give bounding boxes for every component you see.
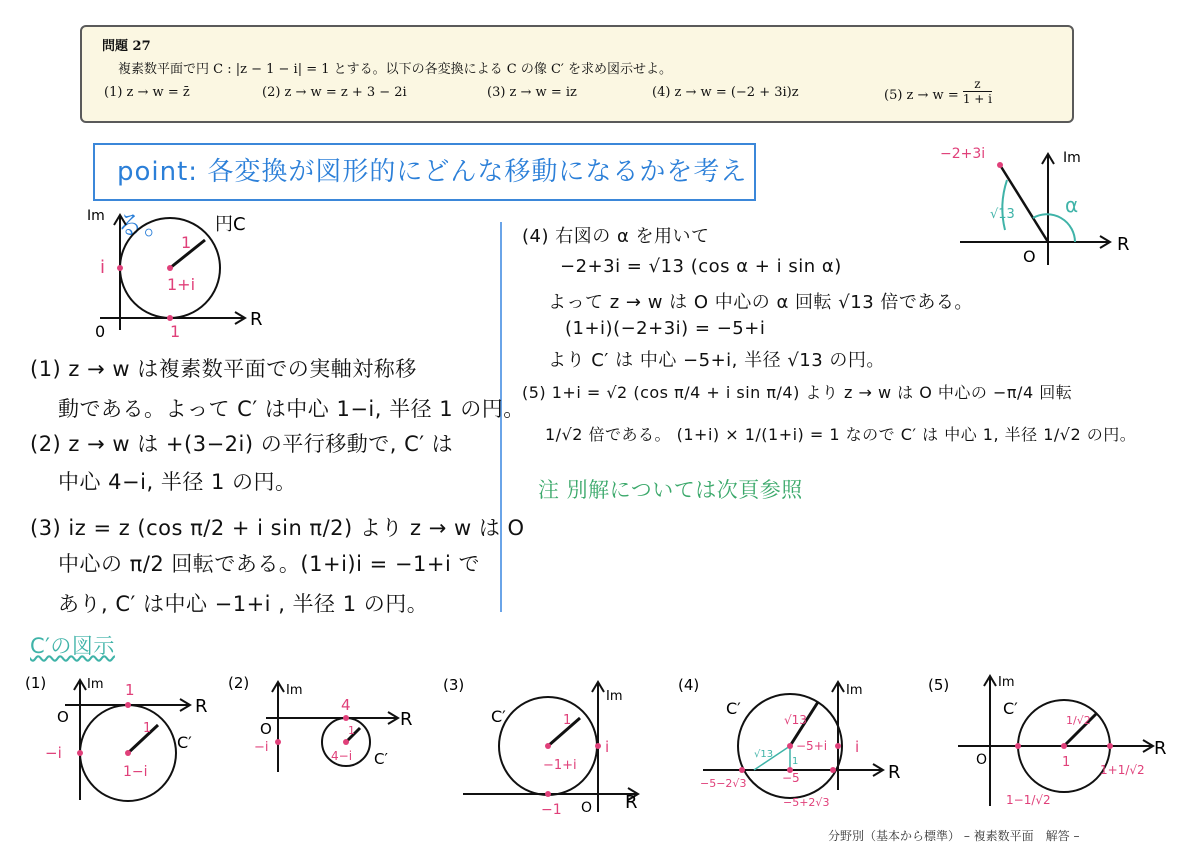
- f5-left: 1−1/√2: [1006, 793, 1051, 807]
- problem-item-5-frac: [963, 77, 992, 106]
- figure-1: [25, 670, 225, 810]
- f4-im: Im: [846, 683, 863, 698]
- page-footer: 分野別（基本から標準） – 複素数平面 解答 –: [828, 829, 1080, 843]
- f4-center: −5+i: [796, 739, 828, 753]
- f5-c: C′: [1003, 699, 1018, 718]
- problem-item-1: (1) z → w = z̄: [104, 85, 190, 100]
- alpha-label: α: [1065, 193, 1079, 217]
- f2-r: 1: [348, 724, 355, 737]
- f4-left: −5−2√3: [700, 777, 747, 790]
- right-line-2: −2+3i = √13 (cos α + i sin α): [560, 256, 842, 277]
- f4-i: i: [855, 738, 860, 756]
- right-line-7: 1/√2 倍である。 (1+i) × 1/(1+i) = 1 なので C′ は 中心 1, 半径 1/√2 の円。: [545, 425, 1137, 444]
- f2-re: R: [400, 709, 413, 730]
- f2-center: 4−i: [331, 749, 353, 763]
- f4-label: (4): [678, 676, 700, 694]
- f2-neg-i: −i: [254, 740, 269, 755]
- f3-re: R: [625, 792, 638, 813]
- right-line-3: よって z → w は O 中心の α 回転 √13 倍である。: [548, 292, 973, 313]
- one-label: 1: [170, 322, 181, 340]
- f1-im: Im: [87, 677, 104, 692]
- problem-item-2: (2) z → w = z + 3 − 2i: [262, 85, 407, 100]
- problem-statement: 複素数平面で円 C : |z − 1 − i| = 1 とする。以下の各変換による C の像 C′ を求め図示せよ。: [118, 62, 673, 77]
- f5-one: 1: [1062, 755, 1071, 770]
- f2-c: C′: [374, 750, 388, 768]
- figure-4: [678, 672, 913, 817]
- axis-re-label: R: [250, 309, 263, 330]
- problem-item-4: (4) z → w = (−2 + 3i)z: [652, 85, 799, 100]
- center-dot: [167, 265, 173, 271]
- f5-r: 1/√2: [1066, 714, 1091, 727]
- point-box: point: 各変換が図形的にどんな移動になるかを考える。: [93, 143, 756, 201]
- left-line-2: 動である。よって C′ は中心 1−i, 半径 1 の円。: [58, 397, 525, 421]
- right-line-1: (4) 右図の α を用いて: [522, 226, 710, 247]
- figure-5: [928, 666, 1168, 816]
- f4-c: C′: [726, 699, 741, 718]
- f4-re: R: [888, 762, 901, 783]
- left-line-6: 中心の π/2 回転である。(1+i)i = −1+i で: [58, 552, 480, 576]
- left-line-4: 中心 4−i, 半径 1 の円。: [58, 470, 297, 494]
- f3-im: Im: [606, 689, 623, 704]
- right-line-4: (1+i)(−2+3i) = −5+i: [565, 318, 766, 339]
- f1-center: 1−i: [123, 764, 148, 780]
- f3-o: O: [581, 800, 593, 816]
- alpha-point-label: −2+3i: [940, 146, 986, 162]
- f1-label: (1): [25, 674, 47, 692]
- center-label: 1+i: [167, 275, 196, 294]
- alpha-re-label: R: [1117, 234, 1130, 255]
- f5-o: O: [976, 752, 988, 768]
- section-title: C′の図示: [30, 634, 115, 658]
- f2-im: Im: [286, 683, 303, 698]
- left-line-3: (2) z → w は +(3−2i) の平行移動で, C′ は: [30, 432, 454, 456]
- f5-im: Im: [998, 675, 1015, 690]
- figure-2: [228, 672, 418, 782]
- f5-re: R: [1154, 738, 1167, 759]
- left-line-7: あり, C′ は中心 −1+i , 半径 1 の円。: [58, 592, 429, 616]
- f2-label: (2): [228, 674, 250, 692]
- f3-center: −1+i: [543, 758, 577, 773]
- right-line-6: (5) 1+i = √2 (cos π/4 + i sin π/4) より z → w は O 中心の −π/4 回転: [522, 383, 1073, 402]
- f4-m5: −5: [782, 771, 800, 785]
- f4-r: √13: [784, 713, 807, 727]
- f3-c: C′: [491, 707, 506, 726]
- f4-right: −5+2√3: [783, 796, 830, 809]
- axis-im-label: Im: [87, 208, 105, 224]
- f5-right: 1+1/√2: [1100, 763, 1145, 777]
- left-line-1: (1) z → w は複素数平面での実軸対称移: [30, 357, 417, 381]
- f1-c: C′: [177, 733, 192, 752]
- f3-label: (3): [443, 676, 465, 694]
- problem-title: 問題 27: [102, 39, 151, 54]
- f2-top: 4: [341, 696, 351, 714]
- problem-item-5-lhs: (5) z → w =: [884, 88, 959, 103]
- circle-c-label: 円C: [215, 214, 246, 235]
- f1-r: 1: [143, 721, 152, 736]
- frac-numerator: z: [963, 77, 992, 92]
- diagram-alpha: [935, 140, 1135, 270]
- f2-o: O: [260, 720, 272, 738]
- right-line-5: より C′ は 中心 −5+i, 半径 √13 の円。: [548, 350, 885, 371]
- f3-bottom: −1: [541, 802, 562, 817]
- f1-o: O: [57, 708, 69, 726]
- f5-label: (5): [928, 676, 950, 694]
- diagram-circle-c: [85, 205, 265, 340]
- problem-items: [102, 77, 1052, 115]
- i-label: i: [100, 257, 106, 278]
- alpha-im-label: Im: [1063, 150, 1081, 166]
- origin-label: 0: [95, 322, 106, 340]
- f4-one: 1: [792, 756, 799, 767]
- f1-neg-i: −i: [45, 744, 62, 762]
- frac-denominator: 1 + i: [962, 92, 993, 106]
- alpha-sqrt13-label: √13: [990, 207, 1015, 222]
- f3-r: 1: [563, 713, 572, 728]
- figure-3: [443, 672, 648, 817]
- problem-item-3: (3) z → w = iz: [487, 85, 577, 100]
- alpha-origin-label: O: [1023, 247, 1036, 266]
- problem-box: [80, 25, 1074, 123]
- f1-top: 1: [125, 681, 135, 699]
- problem-item-5: [884, 77, 993, 106]
- left-line-5: (3) iz = z (cos π/2 + i sin π/2) より z → w は O: [30, 516, 525, 540]
- f4-r2: √13: [754, 749, 774, 760]
- f1-re: R: [195, 696, 208, 717]
- note-text: 注 別解については次頁参照: [538, 478, 803, 502]
- f3-i: i: [605, 738, 610, 756]
- radius-label: 1: [181, 233, 192, 252]
